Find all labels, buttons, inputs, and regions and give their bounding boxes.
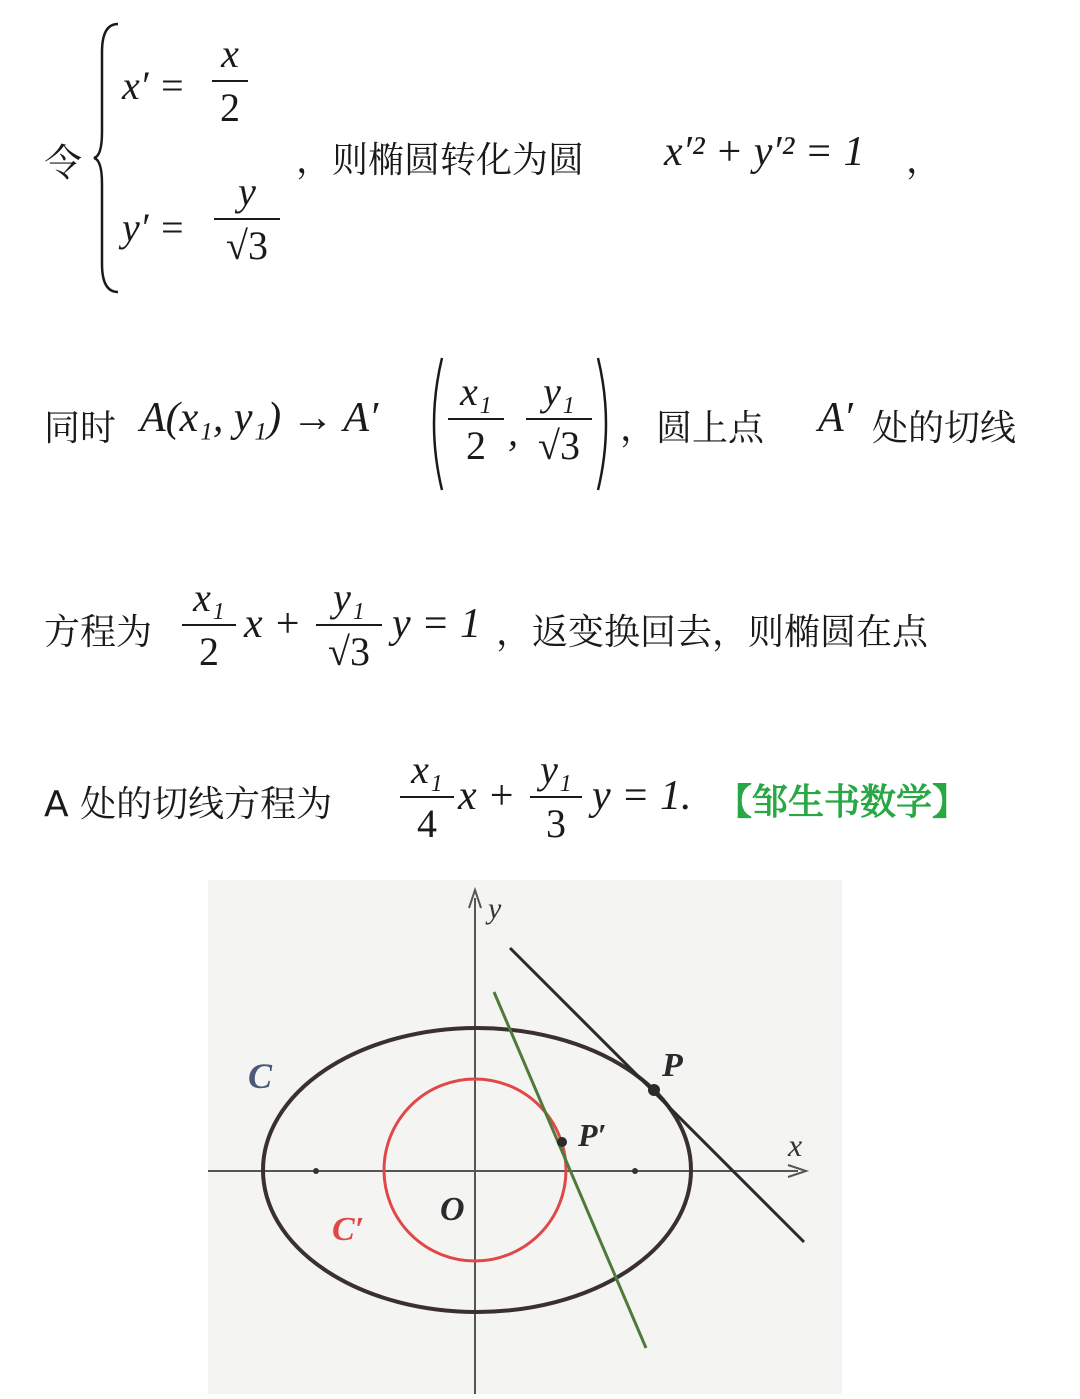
- tick-dot: [632, 1168, 638, 1174]
- point-P-prime: [557, 1137, 567, 1147]
- yprime-lhs: y′ =: [122, 205, 186, 250]
- frac-bar: [526, 418, 592, 420]
- frac-x1-over-2: [448, 369, 504, 468]
- left-brace: [92, 22, 122, 294]
- frac-bar: [214, 218, 280, 220]
- label-x: x: [788, 1127, 803, 1163]
- frac-bar: [530, 796, 582, 798]
- frac-num: y: [238, 169, 256, 214]
- text-ellipse-to-circle: ，则椭圆转化为圆: [296, 140, 585, 181]
- text-tangent-at-A: A 处的切线方程为: [44, 784, 333, 825]
- frac-x1-over-4: [400, 747, 454, 846]
- frac-bar: [212, 80, 248, 82]
- frac-den: 2: [220, 85, 240, 130]
- frac-den: √3: [226, 223, 268, 268]
- frac-num: x: [221, 31, 239, 76]
- author-tag: 【邹生书数学】: [716, 782, 969, 823]
- frac-num: y₁: [333, 575, 365, 620]
- frac-bar: [448, 418, 504, 420]
- label-y: y: [488, 892, 502, 925]
- frac-num: x₁: [411, 747, 443, 792]
- frac-den: 2: [466, 423, 486, 468]
- ellipse-circle-figure: [208, 880, 842, 1394]
- left-paren: [424, 356, 444, 492]
- frac-num: y₁: [540, 747, 572, 792]
- text-tongshi: 同时: [44, 408, 117, 449]
- frac-den: 2: [199, 629, 219, 674]
- frac-y1-over-3: [530, 747, 582, 846]
- frac-bar: [316, 624, 382, 626]
- text-ling: 令: [44, 141, 83, 185]
- frac-bar: [400, 796, 454, 798]
- frac-bar: [182, 624, 236, 626]
- text-transform-back: ，返变换回去，则椭圆在点: [496, 612, 929, 653]
- frac-num: x₁: [460, 369, 492, 414]
- label-P: P: [662, 1047, 683, 1084]
- frac-num: y₁: [543, 369, 575, 414]
- text-circle-point: ，圆上点: [620, 408, 765, 449]
- point-P: [648, 1084, 660, 1096]
- text-fangchengwei: 方程为: [44, 612, 153, 653]
- frac-den: √3: [328, 629, 370, 674]
- label-O: O: [440, 1191, 465, 1228]
- frac-y1-over-sqrt3: [316, 575, 382, 674]
- circle-equation: x′² + y′² = 1: [664, 129, 865, 175]
- text-comma: ，: [906, 140, 943, 181]
- xprime-lhs: x′ =: [122, 63, 186, 108]
- text-tangent: 处的切线: [872, 408, 1017, 449]
- label-C: C: [248, 1056, 273, 1096]
- figure-svg: [208, 880, 842, 1394]
- label-C-prime: C′: [332, 1211, 365, 1248]
- frac-y-over-sqrt3: [214, 169, 280, 268]
- frac-num: x₁: [193, 575, 225, 620]
- right-paren: [596, 356, 616, 492]
- term-y-eq-1: y = 1: [392, 601, 481, 647]
- frac-x-over-2: [212, 31, 248, 130]
- frac-den: 4: [417, 801, 437, 846]
- frac-y1-over-sqrt3: [526, 369, 592, 468]
- frac-den: 3: [546, 801, 566, 846]
- term-x-plus: x +: [244, 601, 302, 647]
- frac-x1-over-2: [182, 575, 236, 674]
- aprime: A′: [818, 395, 853, 441]
- frac-den: √3: [538, 423, 580, 468]
- term-x-plus: x +: [458, 773, 516, 819]
- comma: ,: [508, 409, 518, 454]
- tick-dot: [313, 1168, 319, 1174]
- label-P-prime: P′: [578, 1117, 607, 1153]
- mapping-expr: A(x₁, y₁) → A′: [140, 395, 379, 441]
- term-y-eq-1: y = 1.: [592, 773, 692, 819]
